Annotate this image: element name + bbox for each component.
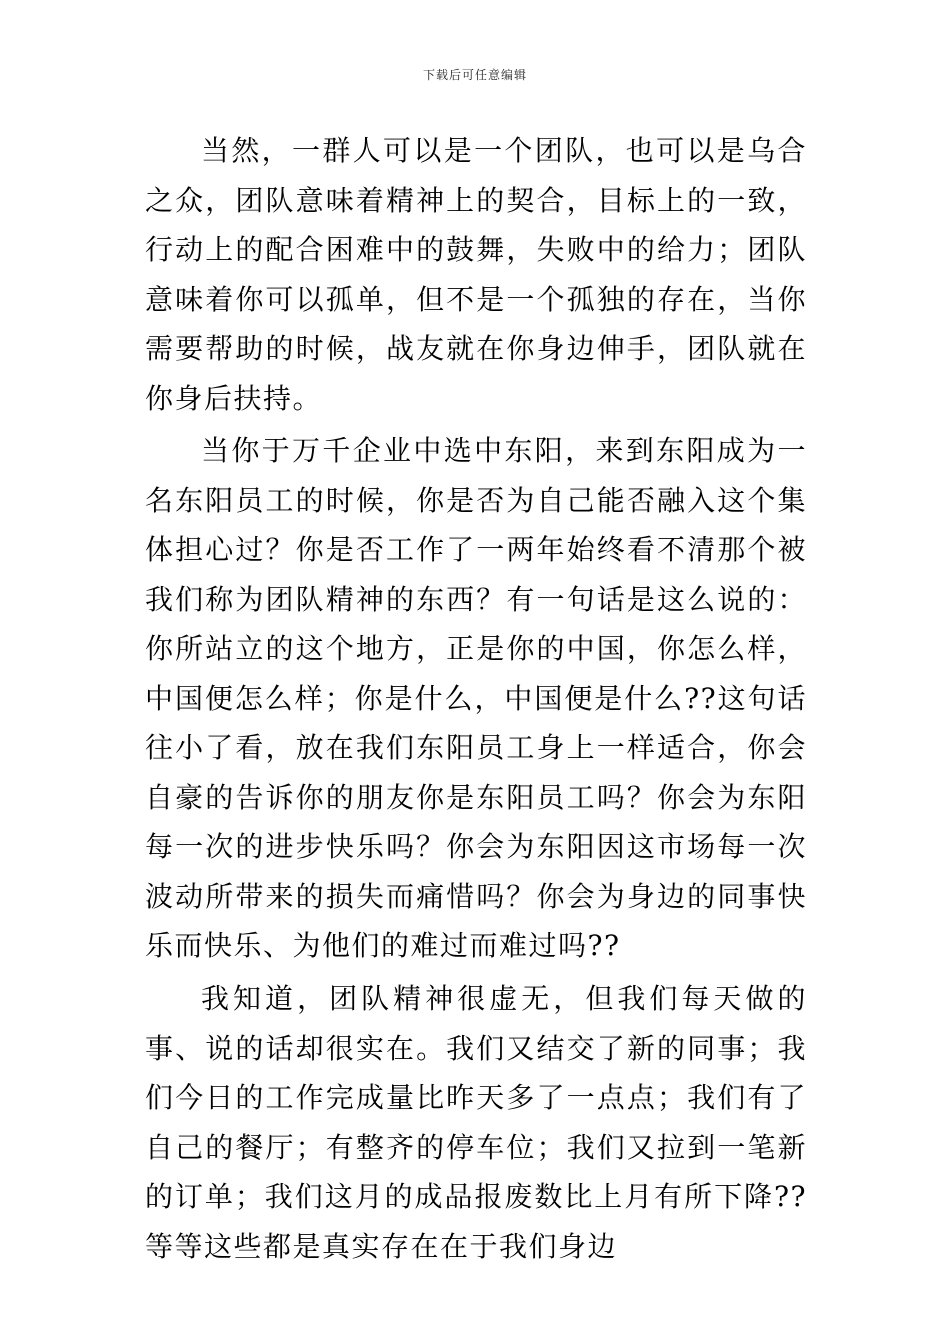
page-header-note: 下载后可任意编辑: [422, 68, 527, 82]
paragraph-2: 当你于万千企业中选中东阳，来到东阳成为一名东阳员工的时候，你是否为自己能否融入这个集体担心过？你是否工作了一两年始终看不清那个被我们称为团队精神的东西？有一句话是这么说的：你所站立的这个地方，正是你的中国，你怎么样，中国便怎么样；你是什么，中国便是什么??这句话往小了看，放在我们东阳员工身上一样适合，你会自豪的告诉你的朋友你是东阳员工吗？你会为东阳每一次的进步快乐吗？你会为东阳因这市场每一次波动所带来的损失而痛惜吗？你会为身边的同事快乐而快乐、为他们的难过而难过吗??: [145, 434, 807, 962]
paragraph-1: 当然，一群人可以是一个团队，也可以是乌合之众，团队意味着精神上的契合，目标上的一致，行动上的配合困难中的鼓舞，失败中的给力；团队意味着你可以孤单，但不是一个孤独的存在，当你需要帮助的时候，战友就在你身边伸手，团队就在你身后扶持。: [145, 134, 807, 415]
paragraph-3: 我知道，团队精神很虚无，但我们每天做的事、说的话却很实在。我们又结交了新的同事；我们今日的工作完成量比昨天多了一点点；我们有了自己的餐厅；有整齐的停车位；我们又拉到一笔新的订单；我们这月的成品报废数比上月有所下降??等等这些都是真实存在在于我们身边: [145, 982, 807, 1263]
